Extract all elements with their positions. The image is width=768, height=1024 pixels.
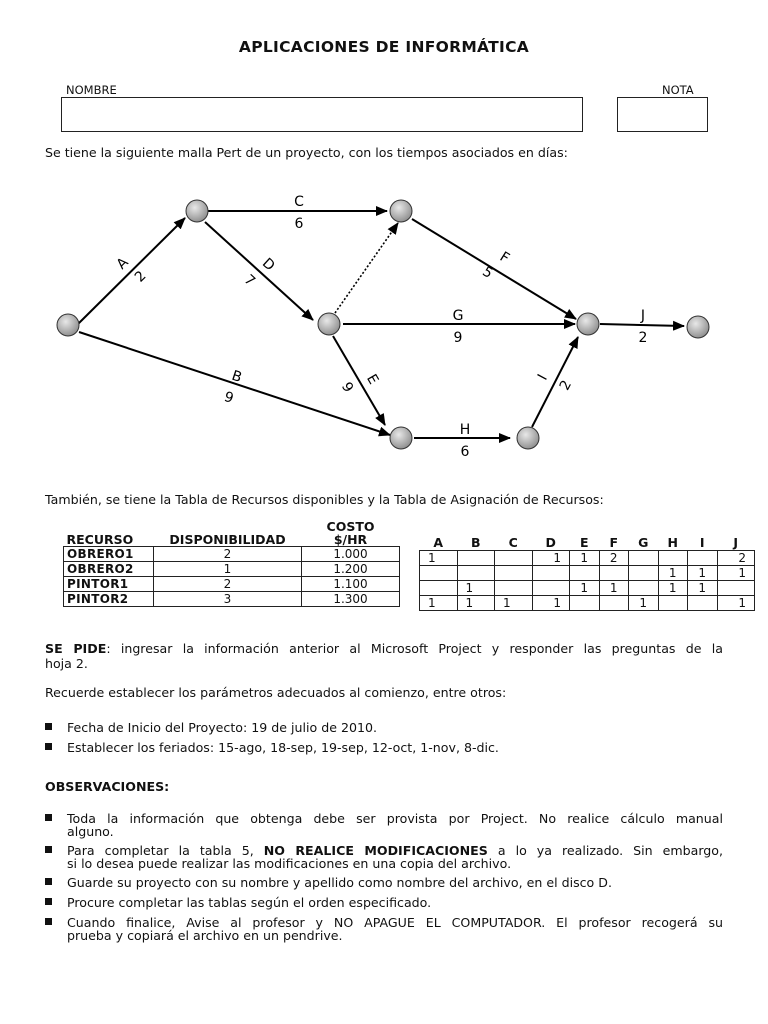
assignment-table	[419, 535, 755, 611]
list-item	[45, 812, 723, 838]
obs-text: a lo ya realizado. Sin embargo,	[487, 843, 723, 858]
assignment-cell	[495, 581, 533, 596]
param-text: Establecer los feriados: 15-ago, 18-sep, 19-sep, 12-oct, 1-nov, 8-dic.	[67, 740, 499, 755]
resource-cost: 1.200	[302, 562, 400, 577]
resource-availability: 2	[154, 547, 302, 562]
col-header-resource: RECURSO	[66, 532, 134, 547]
assignment-cell: 1	[420, 596, 458, 611]
table-row	[420, 551, 755, 566]
observations-title: OBSERVACIONES:	[45, 779, 170, 794]
assignment-cell: 1	[688, 581, 718, 596]
assignment-cell	[688, 596, 718, 611]
bullet-icon	[45, 846, 52, 853]
activity-days: 9	[337, 379, 357, 396]
activity-label: D	[258, 255, 278, 275]
se-pide-line1	[45, 641, 723, 656]
assignment-cell	[599, 566, 629, 581]
table-row	[420, 596, 755, 611]
list-item	[45, 741, 725, 754]
resource-availability: 3	[154, 592, 302, 607]
assignment-cell: 1	[717, 596, 755, 611]
assignment-cell	[658, 596, 688, 611]
assignment-cell	[688, 551, 718, 566]
dummy-arrow	[335, 223, 398, 313]
col-header-activity: F	[609, 535, 619, 550]
assignment-cell	[420, 581, 458, 596]
arrow-d	[205, 222, 313, 320]
pert-node	[577, 313, 599, 335]
assignment-cell	[457, 566, 495, 581]
obs-line: Cuando finalice, Avise al profesor y NO APAGUE EL COMPUTADOR. El profesor recogerá su	[67, 915, 723, 930]
assignment-cell	[570, 566, 600, 581]
assignment-cell: 1	[629, 596, 659, 611]
activity-label: I	[534, 371, 551, 384]
obs-line: si lo desea puede realizar las modificaciones en una copia del archivo.	[67, 856, 512, 871]
col-header-availability: DISPONIBILIDAD	[169, 532, 286, 547]
list-item	[45, 721, 725, 734]
assignment-cell: 1	[457, 596, 495, 611]
activity-label: F	[496, 248, 513, 267]
obs-line: Toda la información que obtenga debe ser provista por Project. No realice cálculo manual	[67, 811, 723, 826]
resource-table	[63, 520, 400, 607]
name-field[interactable]	[61, 97, 583, 132]
activity-label: J	[640, 308, 646, 324]
resource-name: OBRERO2	[64, 562, 154, 577]
observations-list	[45, 812, 723, 942]
assignment-cell: 1	[495, 596, 533, 611]
col-header-activity: I	[699, 535, 705, 550]
assignment-cell	[658, 551, 688, 566]
assignment-cell	[717, 581, 755, 596]
pert-node	[687, 316, 709, 338]
obs-bold-text: NO REALICE MODIFICACIONES	[263, 843, 488, 858]
activity-days: 2	[556, 377, 576, 394]
resource-name: OBRERO1	[64, 547, 154, 562]
resource-availability: 1	[154, 562, 302, 577]
cost-header-line1: COSTO	[326, 519, 375, 534]
arrow-j	[600, 324, 684, 326]
pert-network	[40, 180, 730, 470]
list-item	[45, 896, 723, 909]
arrow-a	[78, 218, 185, 324]
col-header-activity: D	[545, 535, 556, 550]
assignment-cell: 2	[599, 551, 629, 566]
assignment-cell	[629, 551, 659, 566]
obs-text: Para completar la tabla 5,	[67, 843, 264, 858]
assignment-cell	[532, 581, 570, 596]
pert-node	[390, 427, 412, 449]
activity-days: 5	[479, 263, 496, 282]
table-row	[64, 547, 400, 562]
table-row	[64, 592, 400, 607]
obs-line: prueba y copiará el archivo en un pendrive.	[67, 928, 343, 943]
se-pide-text: : ingresar la información anterior al Microsoft Project y responder las preguntas de la	[106, 641, 723, 656]
resource-cost: 1.000	[302, 547, 400, 562]
bullet-icon	[45, 878, 52, 885]
resource-availability: 2	[154, 577, 302, 592]
activity-label: E	[362, 371, 382, 388]
activity-days: 2	[638, 330, 648, 346]
activity-days: 2	[131, 267, 150, 286]
tables-intro: También, se tiene la Tabla de Recursos disponibles y la Tabla de Asignación de Recursos:	[45, 492, 604, 507]
table-row	[420, 581, 755, 596]
resource-cost: 1.300	[302, 592, 400, 607]
col-header-activity: J	[733, 535, 739, 550]
params-list	[45, 721, 725, 754]
activity-label: A	[113, 254, 132, 273]
assignment-cell	[495, 551, 533, 566]
col-header-activity: E	[579, 535, 589, 550]
assignment-cell: 1	[717, 566, 755, 581]
bullet-icon	[45, 743, 52, 750]
col-header-activity: C	[508, 535, 518, 550]
param-text: Fecha de Inicio del Proyecto: 19 de julio de 2010.	[67, 720, 377, 735]
assignment-cell	[457, 551, 495, 566]
obs-line: Procure completar las tablas según el orden especificado.	[67, 895, 432, 910]
obs-line: Guarde su proyecto con su nombre y apellido como nombre del archivo, en el disco D.	[67, 875, 612, 890]
grade-label: NOTA	[662, 83, 694, 97]
resource-name: PINTOR1	[64, 577, 154, 592]
intro-text: Se tiene la siguiente malla Pert de un proyecto, con los tiempos asociados en días:	[45, 145, 568, 160]
se-pide-label: SE PIDE	[45, 641, 107, 656]
se-pide-line2: hoja 2.	[45, 656, 88, 671]
col-header-cost	[302, 520, 400, 547]
cost-header-line2: $/HR	[333, 532, 368, 547]
col-header-activity: A	[433, 535, 444, 550]
assignment-cell: 1	[457, 581, 495, 596]
activity-label: C	[294, 194, 304, 210]
arrow-i	[532, 337, 578, 427]
assignment-cell: 1	[570, 581, 600, 596]
assignment-cell	[629, 581, 659, 596]
activity-days: 9	[453, 330, 463, 346]
pert-node	[186, 200, 208, 222]
pert-node	[517, 427, 539, 449]
assignment-cell	[420, 566, 458, 581]
table-row	[64, 577, 400, 592]
bullet-icon	[45, 918, 52, 925]
assignment-cell: 1	[420, 551, 458, 566]
activity-label: H	[459, 422, 471, 438]
activity-days: 6	[294, 216, 304, 232]
assignment-cell: 1	[658, 566, 688, 581]
activity-days: 6	[460, 444, 470, 460]
grade-field[interactable]	[617, 97, 708, 132]
pert-node	[57, 314, 79, 336]
assignment-cell: 1	[532, 596, 570, 611]
assignment-cell: 1	[532, 551, 570, 566]
activity-days: 7	[240, 271, 258, 290]
pert-node	[318, 313, 340, 335]
activity-days: 9	[221, 388, 236, 407]
page-title: APLICACIONES DE INFORMÁTICA	[238, 38, 530, 56]
obs-line: alguno.	[67, 824, 114, 839]
assignment-cell	[495, 566, 533, 581]
assignment-cell	[532, 566, 570, 581]
bullet-icon	[45, 723, 52, 730]
assignment-cell: 2	[717, 551, 755, 566]
col-header-activity: G	[638, 535, 649, 550]
assignment-cell: 1	[570, 551, 600, 566]
list-item	[45, 916, 723, 942]
assignment-cell: 1	[688, 566, 718, 581]
resource-cost: 1.100	[302, 577, 400, 592]
assignment-cell	[570, 596, 600, 611]
bullet-icon	[45, 814, 52, 821]
assignment-cell	[599, 596, 629, 611]
assignment-cell: 1	[658, 581, 688, 596]
activity-label: G	[452, 308, 464, 324]
table-row	[420, 566, 755, 581]
assignment-cell: 1	[599, 581, 629, 596]
activity-label: B	[229, 367, 244, 387]
col-header-activity: B	[470, 535, 481, 550]
col-header-activity: H	[667, 535, 678, 550]
assignment-cell	[629, 566, 659, 581]
bullet-icon	[45, 898, 52, 905]
resource-name: PINTOR2	[64, 592, 154, 607]
list-item	[45, 876, 723, 889]
name-label: NOMBRE	[66, 83, 117, 97]
reminder-text: Recuerde establecer los parámetros adecuados al comienzo, entre otros:	[45, 685, 507, 700]
list-item	[45, 844, 723, 870]
pert-node	[390, 200, 412, 222]
table-row	[64, 562, 400, 577]
